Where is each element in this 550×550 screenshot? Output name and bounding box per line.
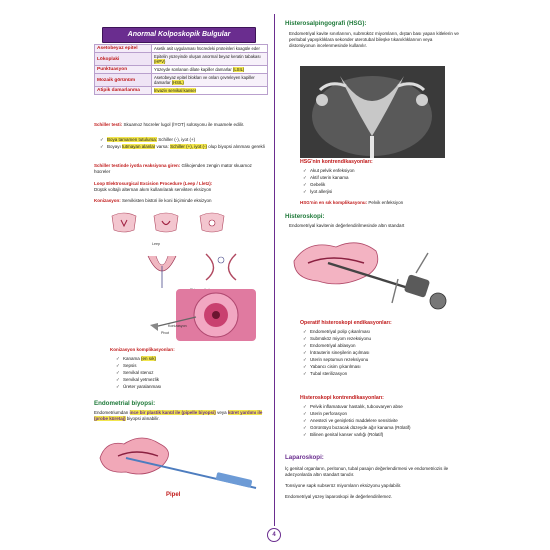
konizasyon-section: Konizasyon: Servikisten bistüri ile koni biçiminde eksizyon — [94, 198, 212, 203]
list-item: ✓ İyot allerjisi — [303, 188, 453, 195]
list-item: ✓ Tubal sterilizasyon — [303, 370, 459, 377]
hysteroscopy-text: Endometriyal kavitenin değerlendirilmesinde altın standart — [289, 223, 405, 228]
list-item: ✓ Yabancı cisim çıkarılması — [303, 363, 459, 370]
cervix-icon — [200, 213, 224, 232]
finding-term: Punktuasyon — [95, 66, 152, 74]
laparoscopy-title: Laparoskopi: — [285, 454, 324, 461]
label-pipel: Pipel — [166, 492, 181, 498]
label-konizasyon: Konizasyon — [168, 324, 187, 328]
findings-table — [94, 44, 268, 95]
finding-desc: Epitelin yüzeyinde oluşan anormal beyaz keratin tabakası (HPV) — [152, 53, 268, 66]
list-item: ✓ Görüntüyü bozacak düzeyde ağır kanama (Rölatif) — [303, 424, 463, 431]
list-item: ✓ Boyayı tutmayan alanlar varsa: Schiller (+), iyot (-) olup biyopsi alınması gerekli — [100, 143, 266, 150]
list-item: ✓ Uterin perforasyon — [303, 410, 463, 417]
list-item: ✓ Anestezi ve genişletici maddelere sensitivite — [303, 417, 463, 424]
list-item: ✓ Sepsis — [116, 362, 266, 369]
hys-contra-list — [303, 403, 463, 438]
hsg-contra-title: HSG'nin kontrendikasyonları: — [300, 159, 373, 165]
hysteroscopy-title: Histeroskopi: — [285, 213, 325, 220]
laparoscopy-p1: İç genital organların, peritonun, tubal pasajın değerlendirmesi ve endometriozis ile adezyonlarda altın standart tanıdır. — [285, 466, 449, 477]
hysteroscope-illustration — [288, 233, 460, 315]
table-row — [95, 66, 268, 74]
table-row — [95, 53, 268, 66]
leep-section: Loop Elektrosurgical Excision Procedure (Leep / Lletz): Düşük voltajlı alternan akım kullanılarak servikten eksizyon — [94, 181, 213, 192]
label-pivot: Pivot — [161, 331, 169, 335]
pipel-illustration — [96, 428, 268, 512]
hsg-title: Histerosalpingografi (HSG): — [285, 20, 367, 27]
laparoscopy-p3: Endometriyal yüzey laparoskopi ile değerlendirilemez. — [285, 494, 393, 499]
op-indic-title: Operatif histeroskopi endikasyonları: — [300, 320, 392, 326]
iodine-reaction: Schiller testinde iyotla reaksiyona giren: Glikojenden zengin matür skuamoz hücreler — [94, 163, 252, 174]
list-item: ✓ İntrauterin sineşilerin açılması — [303, 349, 459, 356]
list-item: ✓ Servikal yetmezlik — [116, 376, 266, 383]
finding-desc: İnvaziv servikal kanser — [152, 87, 268, 95]
cervix-diagrams — [104, 208, 254, 238]
label-leep: Leep — [152, 242, 160, 246]
list-item: ✓ Endometriyal ablasyon — [303, 342, 459, 349]
list-item: ✓ Submüköz miyom rezeksiyonu — [303, 335, 459, 342]
list-item: ✓ Uterin septumun rezeksiyonu — [303, 356, 459, 363]
complications-title: Konizasyon komplikasyonları: — [110, 347, 175, 352]
list-item: ✓ Endometriyal polip çıkarılması — [303, 328, 459, 335]
cervix-icon — [154, 213, 178, 232]
cervix-icon — [112, 213, 136, 232]
finding-term: Mozaik görünüm — [95, 74, 152, 87]
complications-list — [116, 355, 266, 390]
column-divider — [274, 14, 275, 526]
hsg-text: Endometriyal kavite sınırlarının, submüköz miyomların, dıştan bası yapan kitlelerin ve peritubal yapışıklıklara sekonder uterotubal bileşke tıkanıklıklarının veya distorsiyonun incelenmesinde kullanılır. — [289, 31, 459, 48]
list-item: ✓ Boya tamamen tutulursa: Schiller (-), iyot (+) — [100, 136, 266, 143]
page-number: 4 — [267, 528, 281, 542]
schiller-test: Schiller testi: Skuamoz hücreler lugol (İYOT) solüsyonu ile muamele edilir. — [94, 122, 245, 127]
list-item: ✓ Üreter yaralanması — [116, 383, 266, 390]
table-row — [95, 74, 268, 87]
biopsy-title: Endometrial biyopsi: — [94, 400, 156, 407]
list-item: ✓ Akut pelvik enfeksiyon — [303, 167, 453, 174]
hsg-contra-list — [303, 167, 453, 195]
schiller-list — [100, 136, 266, 150]
finding-term: Atipik damarlanma — [95, 87, 152, 95]
hsg-xray-image — [300, 66, 445, 158]
biopsy-text: Endometriumdan ince bir plastik kanül ile (pipelle biyopsi) veya küret yardımı ile (probe küretaj) biyopsi alınabilir. — [94, 410, 263, 421]
hsg-complication: HSG'nin en sık komplikasyonu: Pelvik enfeksiyon — [300, 200, 404, 205]
left-title: Anormal Kolposkopik Bulgular — [102, 27, 256, 43]
finding-term: Lökoplaki — [95, 53, 152, 66]
table-row — [95, 45, 268, 53]
list-item: ✓ Gebelik — [303, 181, 453, 188]
leep-illustration — [146, 248, 256, 288]
finding-desc: Asetobeyaz epitel blokları ve onları çevreleyen kapiller damarlar (HSIL) — [152, 74, 268, 87]
finding-desc: Asetik asit uygulaması hücredeki proteinleri koagüle eder — [152, 45, 268, 53]
list-item: ✓ Bilinen genital kanser varlığı (Rölatif) — [303, 431, 463, 438]
finding-desc: Yüzeyde sonlanan dilate kapiller damarlar (LSIL) — [152, 66, 268, 74]
list-item: ✓ Kanama (en sık) — [116, 355, 266, 362]
list-item: ✓ Aktif uterin kanama — [303, 174, 453, 181]
list-item: ✓ Servikal stenoz — [116, 369, 266, 376]
table-row — [95, 87, 268, 95]
list-item: ✓ Pelvik inflamatuvar hastalık, tuboovaryen abse — [303, 403, 463, 410]
finding-term: Asetobeyaz epitel — [95, 45, 152, 53]
laparoscopy-p2: Tonsiyone sapk subseröz miyomların eksizyonu yapılabilir. — [285, 483, 402, 488]
hys-contra-title: Histeroskopi kontrendikasyonları: — [300, 395, 384, 401]
op-indic-list — [303, 328, 459, 377]
